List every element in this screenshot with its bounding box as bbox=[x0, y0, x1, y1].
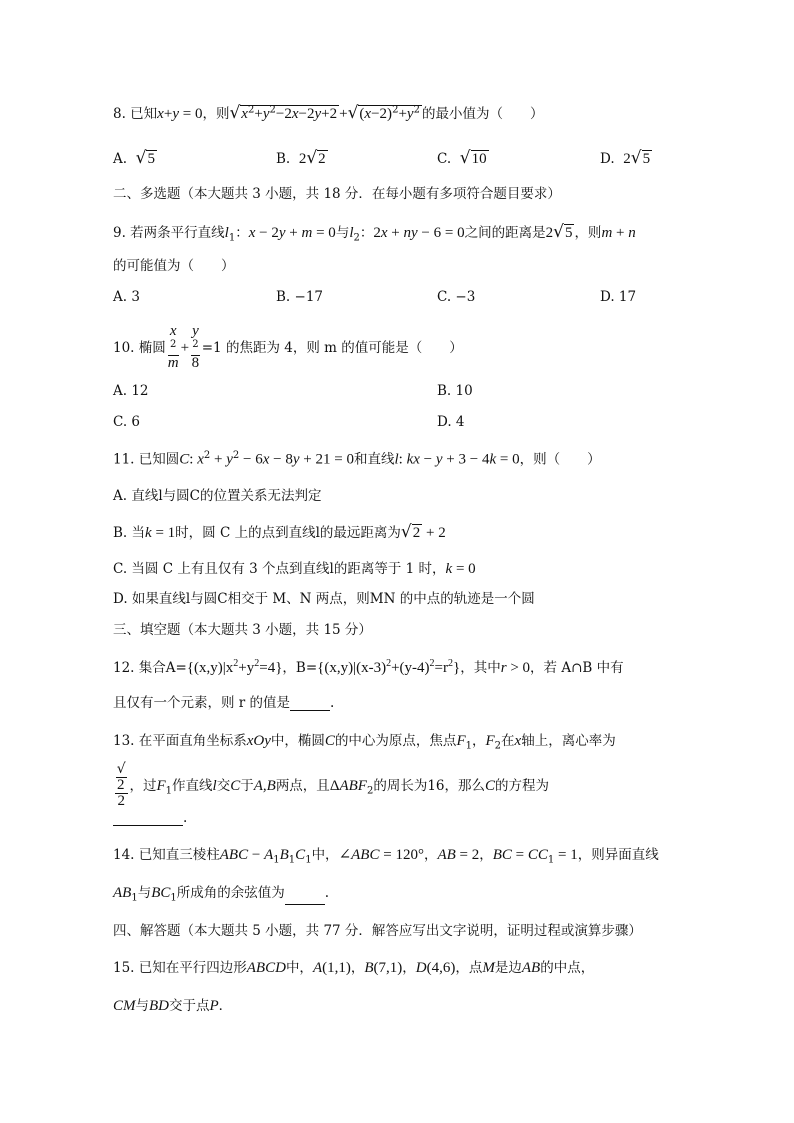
q9-option-b[interactable]: B. −17 bbox=[276, 289, 323, 305]
question-10: 10. 椭圆 x $^2$ m + y $^2$ 8 =1 的焦距为 4，则 m 的值可能是（ ） bbox=[113, 323, 463, 372]
q10-option-d[interactable]: D. 4 bbox=[437, 414, 465, 430]
question-12: 12. 集合$A=\{(x,y)|x^2+y^2=4\}$，$B=\{(x,y)|(x-3)^2+(y-4)^2=r^2\}$，其中r > 0，若 A∩B 中有 bbox=[113, 658, 624, 676]
q9-continued: 的可能值为（ ） bbox=[113, 258, 235, 274]
q8-text: 8. 已知 bbox=[113, 106, 158, 122]
q11-option-c[interactable]: C. 当圆 C 上有且仅有 3 个点到直线l的距离等于 1 时，k = 0 bbox=[113, 561, 476, 577]
q13-answer-blank[interactable] bbox=[113, 825, 183, 826]
q10-option-a[interactable]: A. 12 bbox=[113, 383, 149, 399]
q8-option-a[interactable]: A. √5 bbox=[113, 148, 155, 168]
q11-option-d[interactable]: D. 如果直线l与圆C相交于 M、N 两点，则MN 的中点的轨迹是一个圆 bbox=[113, 591, 535, 607]
q11-option-b[interactable]: B. 当k = 1时，圆 C 上的点到直线l的最远距离为√2 + 2 bbox=[113, 522, 446, 542]
q9-option-d[interactable]: D. 17 bbox=[600, 289, 637, 305]
q10-option-c[interactable]: C. 6 bbox=[113, 414, 141, 430]
section-3-heading: 三、填空题（本大题共 3 小题，共 15 分） bbox=[113, 622, 372, 638]
question-15: 15. 已知在平行四边形ABCD中，A(1,1)，B(7,1)，D(4,6)，点M是边AB的中点， bbox=[113, 960, 595, 976]
question-9: 9. 若两条平行直线$l_1$：x − 2y + m = 0与$l_2$：2x + ny − 6 = 0之间的距离是2√5 ，则m + n bbox=[113, 222, 636, 244]
section-2-heading: 二、多选题（本大题共 3 小题，共 18 分．在每小题有多项符合题目要求） bbox=[113, 186, 561, 202]
q10-option-b[interactable]: B. 10 bbox=[437, 383, 473, 399]
question-11: 11. 已知圆C: $x^2 + y^2 - 6x - 8y + 21 = 0$和直线l: kx − y + 3 − 4k = 0，则（ ） bbox=[113, 450, 601, 468]
q15-continued: CM与BD交于点P． bbox=[113, 998, 233, 1014]
q8-option-b[interactable]: B. 2√2 bbox=[276, 148, 326, 168]
q14-continued: $AB_1$与$BC_1$所成角的余弦值为 . bbox=[113, 885, 330, 904]
q13-answer-line: . bbox=[113, 810, 187, 826]
q9-option-c[interactable]: C. −3 bbox=[437, 289, 476, 305]
section-4-heading: 四、解答题（本大题共 5 小题，共 77 分．解答应写出文字说明，证明过程或演算步骤） bbox=[113, 923, 642, 939]
q8-option-d[interactable]: D. 2√5 bbox=[600, 148, 651, 168]
q13-continued: √ 2 2 ，过$F_1$作直线l交C于A,B两点，且$\Delta ABF_2$的周长为16，那么C的方程为 bbox=[116, 761, 550, 810]
question-13: 13. 在平面直角坐标系xOy中，椭圆C的中心为原点，焦点$F_1$，$F_2$在x轴上，离心率为 bbox=[113, 733, 616, 752]
question-8: 8. 已知x+y = 0，则$√x^2+y^2-2x-2y+2 +√(x-2)^2+y^2$ 的最小值为（ ） bbox=[113, 103, 544, 123]
q12-continued: 且仅有一个元素，则 r 的值是 . bbox=[113, 695, 335, 711]
q8-option-c[interactable]: C. √10 bbox=[437, 148, 487, 168]
q9-option-a[interactable]: A. 3 bbox=[113, 289, 140, 305]
q12-answer-blank[interactable] bbox=[290, 710, 330, 711]
question-14: 14. 已知直三棱柱ABC − $A_1B_1C_1$中，∠ABC = 120°，AB = 2，BC = $CC_1 = 1$，则异面直线 bbox=[113, 847, 659, 866]
q14-answer-blank[interactable] bbox=[285, 904, 325, 905]
q11-option-a[interactable]: A. 直线l与圆C的位置关系无法判定 bbox=[113, 488, 322, 504]
